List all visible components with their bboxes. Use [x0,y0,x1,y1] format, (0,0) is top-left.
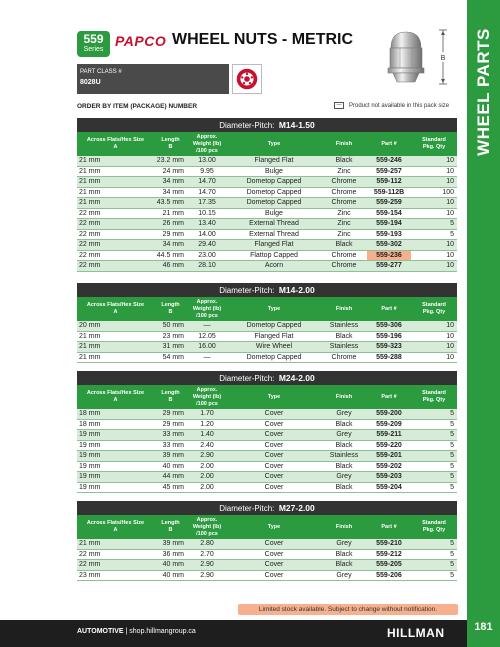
table-cell: 5 [450,452,454,459]
table-cell: 2.00 [200,462,214,470]
table-cell: 21 mm [79,157,101,164]
spec-table [77,283,457,363]
column-header: Across Flats/Hex Size A [86,390,145,403]
column-header: Type [267,140,281,147]
column-header: Approx. Weight (lb) /100 pcs [192,386,222,407]
column-header: Finish [335,140,353,147]
table-cell: 21 mm [79,540,101,547]
table-cell: 559-211 [376,431,402,438]
table-cell: External Thread [249,230,299,238]
table-cell: 22 mm [79,209,101,217]
table-row [77,198,457,209]
table-cell: 5 [450,571,454,579]
table-cell: 19 mm [79,462,101,470]
column-header: Standard Pkg. Qty [422,302,446,315]
table-cell: Zinc [337,209,351,217]
table-cell: Black [335,157,353,164]
column-header: Type [267,393,281,400]
table-row [77,251,457,262]
table-cell: 14.70 [198,188,216,196]
footer-separator: | [125,628,128,635]
column-header: Part # [381,393,397,400]
table-cell: 10.15 [198,209,216,217]
table-row [77,451,457,462]
side-tab-label: WHEEL PARTS [473,28,493,156]
wheel-icon [232,64,262,94]
diameter-pitch-bar [77,501,457,515]
table-cell: Flattop Capped [250,251,298,259]
table-cell: 559-112B [373,188,405,196]
table-cell: 5 [450,550,454,558]
table-cell: 26 mm [162,220,184,227]
table-cell: 559-257 [376,167,402,175]
table-cell: 23 mm [162,332,184,340]
table-cell: Cover [264,441,284,449]
table-header [77,385,457,409]
table-cell: 14.00 [198,230,216,238]
table-cell: 17.35 [198,199,216,206]
table-cell: 22 mm [79,230,101,238]
footer-section: AUTOMOTIVE [77,628,124,635]
table-row [77,261,457,272]
table-cell: 10 [446,332,454,340]
table-cell: 559-205 [376,561,402,568]
diameter-pitch-value: M14-2.00 [278,285,315,295]
table-cell: 2.00 [200,483,214,491]
part-class-value: 8028U [80,79,101,86]
table-row [77,167,457,178]
table-row [77,483,457,494]
length-dimension-icon [436,28,450,86]
side-tab [467,0,500,608]
diameter-pitch-value: M14-1.50 [278,120,315,130]
column-header: Part # [381,523,397,530]
order-instruction: ORDER BY ITEM (PACKAGE) NUMBER [77,103,198,110]
column-header: Finish [335,523,353,530]
table-row [77,230,457,241]
column-header: Part # [381,140,397,147]
spec-table [77,118,457,272]
table-row [77,420,457,431]
table-row [77,177,457,188]
table-row [77,353,457,364]
diameter-pitch-bar [77,371,457,385]
table-row [77,156,457,167]
table-cell: 10 [446,353,454,361]
table-row [77,321,457,332]
table-row [77,550,457,561]
table-cell: 22 mm [79,241,101,248]
table-cell: 2.90 [200,561,214,568]
table-cell: — [203,353,211,361]
svg-text:B: B [440,55,446,62]
table-row [77,472,457,483]
table-cell: 10 [446,209,454,217]
stock-notice: Limited stock available. Subject to change without notification. [238,604,458,615]
table-cell: 10 [446,178,454,185]
column-header: Approx. Weight (lb) /100 pcs [192,298,222,319]
table-cell: Black [335,561,353,568]
table-cell: 40 mm [162,561,184,568]
table-cell: 100 [442,188,454,196]
table-cell: Cover [264,462,284,470]
table-cell: 19 mm [79,483,101,491]
table-cell: 29 mm [162,230,184,238]
table-cell: Black [335,462,353,470]
table-cell: Bulge [265,209,283,217]
column-header: Length B [161,520,180,533]
column-header: Finish [335,393,353,400]
wheel-nut-image [385,28,427,86]
table-cell: 559-206 [376,571,402,579]
table-cell: 9.95 [200,167,214,175]
table-cell: 29 mm [162,410,184,417]
part-class-label: PART CLASS # [80,69,122,75]
table-cell: Cover [264,410,284,417]
legend-text: Product not available in this pack size [349,102,450,109]
table-cell: 5 [450,462,454,470]
table-cell: 10 [446,157,454,164]
column-header: Length B [161,302,180,315]
diameter-pitch-label: Diameter-Pitch: [219,121,275,130]
table-cell: 10 [446,199,454,206]
table-row [77,430,457,441]
table-cell: Stainless [329,343,359,350]
table-cell: 19 mm [79,431,101,438]
table-cell: Cover [264,561,284,568]
table-cell: 43.5 mm [156,199,184,206]
table-cell: 44 mm [162,473,184,480]
table-cell: 45 mm [162,483,184,491]
table-cell: 2.40 [200,441,214,449]
table-header [77,132,457,156]
table-cell: Chrome [331,353,357,361]
table-cell: 29 mm [162,420,184,428]
table-cell: 559-200 [376,410,402,417]
table-cell: 31 mm [162,343,184,350]
table-cell: Black [335,241,353,248]
table-cell: 21 mm [162,209,184,217]
column-header: Type [267,305,281,312]
table-cell: 10 [446,251,454,259]
table-row [77,462,457,473]
column-header: Approx. Weight (lb) /100 pcs [192,133,222,154]
table-cell: Grey [336,571,352,579]
page-title: WHEEL NUTS - METRIC [172,31,354,48]
table-cell: 559-154 [376,209,402,217]
series-number: 559 [83,32,104,46]
spec-table [77,501,457,581]
table-cell: External Thread [249,220,299,227]
table-cell: 5 [450,420,454,428]
table-cell: 5 [450,410,454,417]
table-cell: 559-302 [376,241,402,248]
table-cell: Black [335,441,353,449]
table-cell: 23.2 mm [156,157,184,164]
table-cell: 39 mm [162,452,184,459]
table-cell: 2.80 [200,540,214,547]
table-cell: 559-212 [376,550,402,558]
table-cell: 34 mm [162,241,184,248]
table-cell: 5 [450,561,454,568]
table-cell: Zinc [337,220,351,227]
table-cell: 22 mm [79,251,101,259]
table-cell: 5 [450,220,454,227]
table-cell: 21 mm [79,199,101,206]
table-cell: Grey [336,473,352,480]
table-cell: 2.90 [200,452,214,459]
column-header: Standard Pkg. Qty [422,390,446,403]
table-cell: 2.90 [200,571,214,579]
table-cell: Chrome [331,178,357,185]
spec-table [77,371,457,493]
table-cell: 2.00 [200,473,214,480]
table-cell: Black [335,420,353,428]
table-cell: 21 mm [79,188,101,196]
page-number: 181 [467,608,500,647]
diameter-pitch-bar [77,118,457,132]
table-cell: 28.10 [198,262,216,269]
table-cell: Cover [264,550,284,558]
table-row [77,539,457,550]
table-cell: 559-202 [376,462,402,470]
diameter-pitch-value: M24-2.00 [278,373,315,383]
table-cell: 559-259 [376,199,402,206]
table-cell: 559-112 [376,178,402,185]
table-cell: 559-201 [376,452,402,459]
table-cell: 21 mm [79,167,101,175]
table-cell: Acorn [264,262,284,269]
table-cell: Chrome [331,188,357,196]
table-cell: 23 mm [79,571,101,579]
table-row [77,219,457,230]
table-cell: 5 [450,230,454,238]
table-cell: Dometop Capped [246,199,302,206]
table-cell: 5 [450,473,454,480]
table-cell: Black [335,550,353,558]
table-cell: Grey [336,410,352,417]
table-cell: Chrome [331,199,357,206]
table-cell: 559-203 [376,473,402,480]
table-row [77,409,457,420]
table-cell: 39 mm [162,540,184,547]
table-cell: 21 mm [79,332,101,340]
table-cell: 1.70 [200,410,214,417]
table-cell: 22 mm [79,220,101,227]
table-cell: 559-323 [376,343,402,350]
table-cell: Grey [336,540,352,547]
column-header: Approx. Weight (lb) /100 pcs [192,516,222,537]
table-cell: Black [335,332,353,340]
column-header: Finish [335,305,353,312]
table-cell: 21 mm [79,178,101,185]
brand-logo: PAPCO [115,33,167,49]
table-cell: 19 mm [79,473,101,480]
table-row [77,571,457,582]
table-cell: Cover [264,571,284,579]
table-cell: 21 mm [79,343,101,350]
table-cell: 44.5 mm [156,251,184,259]
column-header: Across Flats/Hex Size A [86,520,145,533]
series-label: Series [83,46,104,53]
table-cell: 1.40 [200,431,214,438]
legend-symbol: — [334,102,344,109]
table-cell: 559-193 [376,230,402,238]
table-cell: 29.40 [198,241,216,248]
table-row [77,441,457,452]
table-cell: 13.00 [198,157,216,164]
table-cell: 14.70 [198,178,216,185]
diameter-pitch-value: M27-2.00 [278,503,315,513]
column-header: Across Flats/Hex Size A [86,302,145,315]
table-cell: 5 [450,441,454,449]
table-cell: 5 [450,540,454,547]
table-cell: 40 mm [162,571,184,579]
table-cell: 20 mm [79,322,101,329]
table-cell: 559-209 [376,420,402,428]
table-cell: Stainless [329,322,359,329]
table-cell: 10 [446,343,454,350]
table-cell: 559-210 [376,540,402,547]
table-cell: Cover [264,452,284,459]
footer-url[interactable]: shop.hillmangroup.ca [129,628,196,635]
table-cell: Zinc [337,230,351,238]
column-header: Standard Pkg. Qty [422,520,446,533]
table-cell: 54 mm [162,353,184,361]
table-row [77,332,457,343]
hillman-logo: HILLMAN [387,626,445,640]
table-cell: Cover [264,540,284,547]
series-badge [77,31,110,57]
table-cell: 12.05 [198,332,216,340]
table-cell: 24 mm [162,167,184,175]
table-cell: Dometop Capped [246,353,302,361]
table-cell: Dometop Capped [246,178,302,185]
table-cell: 21 mm [79,353,101,361]
table-cell: — [203,322,211,329]
table-cell: 5 [450,431,454,438]
table-cell: 34 mm [162,178,184,185]
table-cell: Cover [264,420,284,428]
diameter-pitch-label: Diameter-Pitch: [219,286,275,295]
diameter-pitch-label: Diameter-Pitch: [219,504,275,513]
table-cell: 559-288 [376,353,402,361]
table-cell: 23.00 [198,251,216,259]
table-cell: 10 [446,167,454,175]
table-cell: Cover [264,473,284,480]
table-cell: 559-277 [376,262,402,269]
table-cell: 559-194 [376,220,402,227]
table-header [77,515,457,539]
table-cell: Grey [336,431,352,438]
table-row [77,560,457,571]
table-cell: Stainless [329,452,359,459]
table-cell: 34 mm [162,188,184,196]
table-cell: 2.70 [200,550,214,558]
table-cell: 5 [450,483,454,491]
table-cell: 13.40 [198,220,216,227]
table-cell: 36 mm [162,550,184,558]
table-cell: 559-236 [367,251,411,261]
table-header [77,297,457,321]
column-header: Length B [161,390,180,403]
table-cell: Flanged Flat [254,241,294,248]
table-cell: 1.20 [200,420,214,428]
availability-legend [334,102,449,109]
table-cell: 22 mm [79,561,101,568]
table-cell: 19 mm [79,452,101,459]
table-cell: Cover [264,431,284,438]
table-cell: 559-246 [376,157,402,164]
table-cell: Black [335,483,353,491]
table-cell: 10 [446,262,454,269]
table-row [77,188,457,199]
part-class-bar [77,64,229,94]
table-cell: 16.00 [198,343,216,350]
table-cell: 22 mm [79,262,101,269]
table-row [77,240,457,251]
table-cell: 559-196 [376,332,402,340]
column-header: Type [267,523,281,530]
table-cell: 22 mm [79,550,101,558]
table-cell: Flanged Flat [254,157,294,164]
table-cell: 559-220 [376,441,402,449]
column-header: Length B [161,137,180,150]
table-cell: Dometop Capped [246,188,302,196]
table-cell: Wire Wheel [255,343,293,350]
table-cell: 40 mm [162,462,184,470]
table-cell: 18 mm [79,410,101,417]
diameter-pitch-bar [77,283,457,297]
table-row [77,209,457,220]
table-cell: 33 mm [162,431,184,438]
footer [0,620,467,647]
table-cell: 559-306 [376,322,402,329]
table-cell: 18 mm [79,420,101,428]
table-cell: 50 mm [162,322,184,329]
table-cell: Chrome [331,251,357,259]
table-cell: Cover [264,483,284,491]
table-cell: Zinc [337,167,351,175]
table-cell: 33 mm [162,441,184,449]
column-header: Across Flats/Hex Size A [86,137,145,150]
table-cell: Chrome [331,262,357,269]
table-row [77,342,457,353]
table-cell: 19 mm [79,441,101,449]
table-cell: 46 mm [162,262,184,269]
table-cell: Dometop Capped [246,322,302,329]
table-cell: Flanged Flat [254,332,294,340]
table-cell: Bulge [265,167,283,175]
table-cell: 10 [446,322,454,329]
table-cell: 10 [446,241,454,248]
footer-text [77,628,196,635]
column-header: Part # [381,305,397,312]
table-cell: 559-204 [376,483,402,491]
diameter-pitch-label: Diameter-Pitch: [219,374,275,383]
column-header: Standard Pkg. Qty [422,137,446,150]
